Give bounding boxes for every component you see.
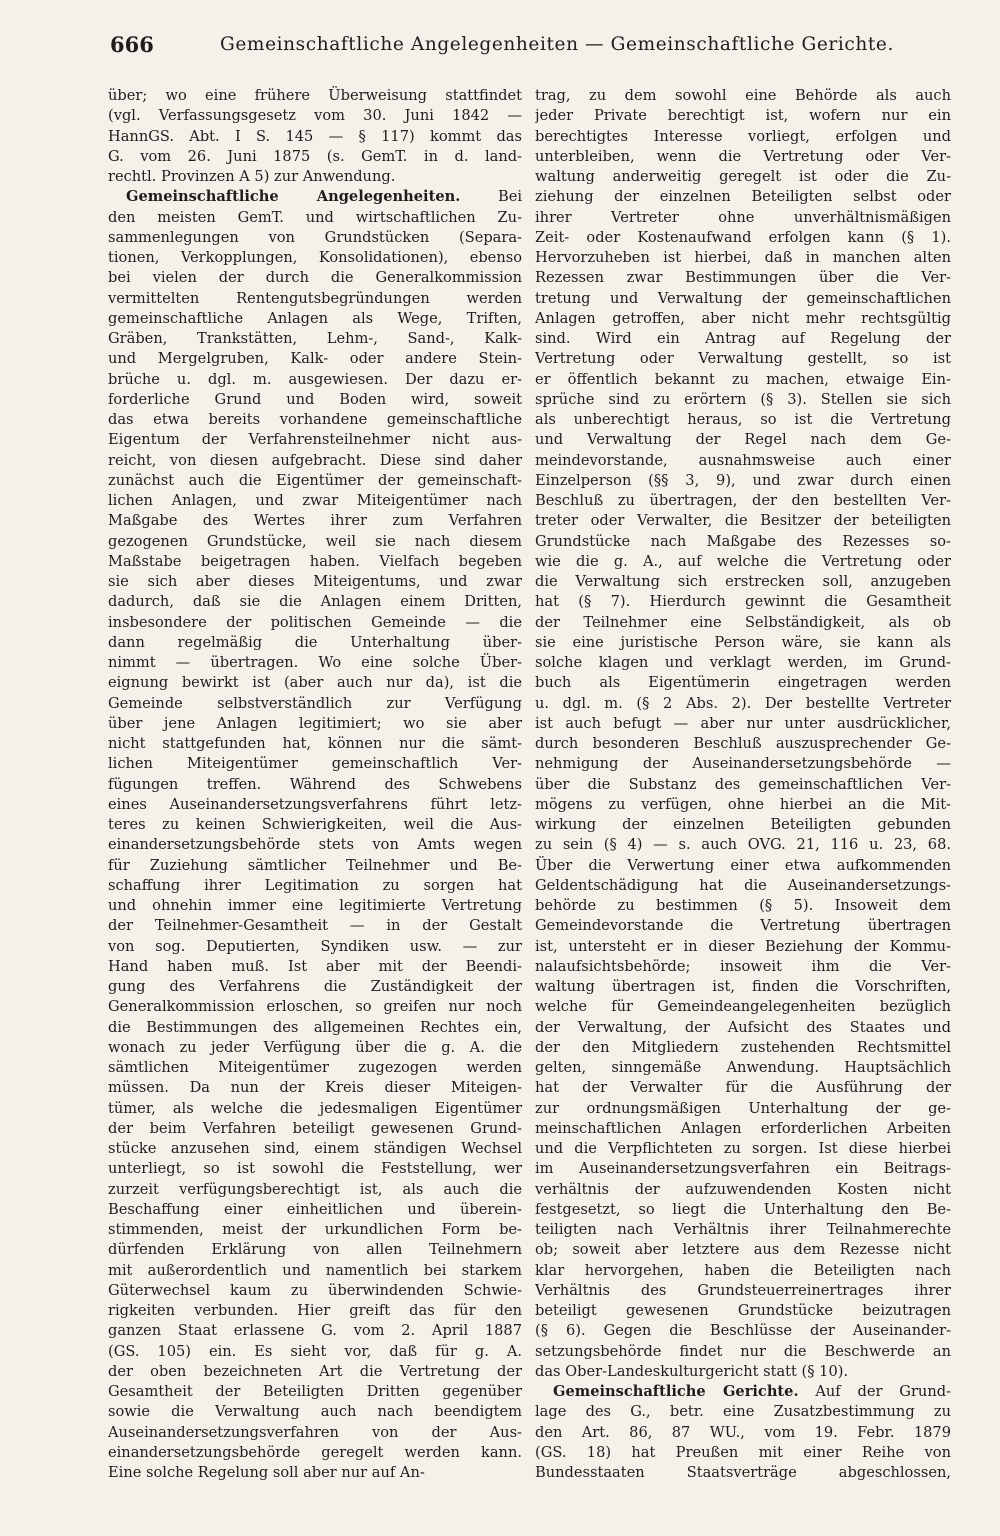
text-line: Rezessen zwar Bestimmungen über die Ver- xyxy=(535,269,951,287)
text-line: über jene Anlagen legitimiert; wo sie aber xyxy=(108,714,522,732)
text-line: tionen, Verkopplungen, Konsolidationen), ebenso xyxy=(108,249,522,266)
text-line: Maßgabe des Wertes ihrer zum Verfahren xyxy=(108,512,522,530)
text-line: sie eine juristische Person wäre, sie kann als xyxy=(535,633,951,651)
text-line: Bundesstaaten Staatsverträge abgeschlossen, xyxy=(535,1464,951,1481)
text-line: mit außerordentlich und namentlich bei starkem xyxy=(108,1261,522,1279)
text-line: im Auseinandersetzungsverfahren ein Beitrags- xyxy=(535,1160,951,1178)
text-line: G. vom 26. Juni 1875 (s. GemT. in d. land- xyxy=(108,147,522,165)
text-line: rechtl. Provinzen A 5) zur Anwendung. xyxy=(108,168,396,185)
text-line: tümer, als welche die jedesmaligen Eigentümer xyxy=(108,1099,522,1117)
text-line: (vgl. Verfassungsgesetz vom 30. Juni 1842 — xyxy=(108,107,522,125)
text-line: dann regelmäßig die Unterhaltung über- xyxy=(108,633,522,651)
text-line: für Zuziehung sämtlicher Teilnehmer und Be- xyxy=(108,856,522,874)
text-line: nicht stattgefunden hat, können nur die sämt- xyxy=(108,735,522,752)
text-line: und ohnehin immer eine legitimierte Vertretung xyxy=(108,897,522,914)
text-line: bei vielen der durch die Generalkommission xyxy=(108,269,522,287)
text-line: Verhältnis des Grundsteuerreinertrages ihrer xyxy=(535,1281,951,1299)
text-line: sprüche sind zu erörtern (§ 3). Stellen sie sich xyxy=(535,390,951,408)
section-heading-tail: Bei xyxy=(497,188,522,206)
section-heading-line xyxy=(108,187,522,207)
left-column xyxy=(108,86,522,1483)
text-line: nehmigung der Auseinandersetzungsbehörde — xyxy=(535,755,951,773)
text-line: dadurch, daß sie die Anlagen einem Dritten, xyxy=(108,593,522,611)
text-line: nimmt — übertragen. Wo eine solche Über- xyxy=(108,654,522,671)
text-line: welche für Gemeindeangelegenheiten bezüglich xyxy=(535,998,951,1016)
text-line: Güterwechsel kaum zu überwindenden Schwie- xyxy=(108,1281,522,1299)
text-line: beteiligt gewesenen Grundstücke beizutragen xyxy=(535,1302,951,1319)
text-line: den meisten GemT. und wirtschaftlichen Zu- xyxy=(108,208,522,226)
text-line: rigkeiten verbunden. Hier greift das für den xyxy=(108,1302,522,1319)
text-line: meinschaftlichen Anlagen erforderlichen Arbeiten xyxy=(535,1119,951,1137)
section-heading-line xyxy=(535,1382,951,1402)
text-line: brüche u. dgl. m. ausgewiesen. Der dazu er- xyxy=(108,370,522,388)
text-line: und Verwaltung der Regel nach dem Ge- xyxy=(535,431,951,449)
text-line: berechtigtes Interesse vorliegt, erfolgen und xyxy=(535,127,951,145)
text-line: HannGS. Abt. I S. 145 — § 117) kommt das xyxy=(108,127,522,145)
text-line: er öffentlich bekannt zu machen, etwaige Ein- xyxy=(535,370,951,388)
text-line: sämtlichen Miteigentümer zugezogen werden xyxy=(108,1059,522,1076)
text-line: als unberechtigt heraus, so ist die Vertretung xyxy=(535,411,951,428)
text-line: Gräben, Trankstätten, Lehm-, Sand-, Kalk- xyxy=(108,330,522,347)
text-line: Hand haben muß. Ist aber mit der Beendi- xyxy=(108,957,522,975)
text-line: die Verwaltung sich erstrecken soll, anzugeben xyxy=(535,573,951,590)
text-line: Gesamtheit der Beteiligten Dritten gegenüber xyxy=(108,1383,522,1400)
text-line: stimmenden, meist der urkundlichen Form be- xyxy=(108,1221,522,1238)
text-line: wie die g. A., auf welche die Vertretung oder xyxy=(535,552,951,570)
text-line: Hervorzuheben ist hierbei, daß in manchen alten xyxy=(535,249,951,266)
text-line: behörde zu bestimmen (§ 5). Insoweit dem xyxy=(535,897,951,914)
text-line: die Bestimmungen des allgemeinen Rechtes ein, xyxy=(108,1018,522,1036)
text-line: ziehung der einzelnen Beteiligten selbst oder xyxy=(535,188,951,206)
text-line: der beim Verfahren beteiligt gewesenen Grund- xyxy=(108,1119,522,1137)
text-line: über die Substanz des gemeinschaftlichen Ver- xyxy=(535,775,951,793)
text-line: lichen Miteigentümer gemeinschaftlich Ver- xyxy=(108,755,522,773)
text-line: gezogenen Grundstücke, weil sie nach diesem xyxy=(108,532,522,550)
text-line: fügungen treffen. Während des Schwebens xyxy=(108,775,522,793)
text-line: Beschaffung einer einheitlichen und überein- xyxy=(108,1200,522,1218)
text-line: Vertretung oder Verwaltung gestellt, so ist xyxy=(535,350,951,368)
text-line: Geldentschädigung hat die Auseinandersetzungs- xyxy=(535,876,951,894)
page-header xyxy=(110,32,950,62)
text-line: Über die Verwertung einer etwa aufkommenden xyxy=(535,856,951,874)
text-line: meindevorstande, ausnahmsweise auch einer xyxy=(535,451,951,469)
text-line: Anlagen getroffen, aber nicht mehr rechtsgültig xyxy=(535,309,951,327)
text-line: u. dgl. m. (§ 2 Abs. 2). Der bestellte Vertreter xyxy=(535,694,951,712)
text-line: über; wo eine frühere Überweisung stattfindet xyxy=(108,87,522,104)
text-line: durch besonderen Beschluß auszusprechender Ge- xyxy=(535,735,951,752)
text-line: der Teilnehmer eine Selbständigkeit, als ob xyxy=(535,613,951,631)
text-line: und Mergelgruben, Kalk- oder andere Stein- xyxy=(108,350,522,368)
text-line: mögens zu verfügen, ohne hierbei an die Mit- xyxy=(535,795,951,813)
text-line: zunächst auch die Eigentümer der gemeinschaft- xyxy=(108,471,522,489)
text-line: (GS. 18) hat Preußen mit einer Reihe von xyxy=(535,1443,951,1461)
text-line: von sog. Deputierten, Syndiken usw. — zur xyxy=(108,937,522,955)
text-line: ganzen Staat erlassene G. vom 2. April 1887 xyxy=(108,1322,522,1340)
text-line: gung des Verfahrens die Zuständigkeit der xyxy=(108,978,522,995)
text-line: eignung bewirkt ist (aber auch nur da), ist die xyxy=(108,674,522,692)
text-line: wonach zu jeder Verfügung über die g. A. die xyxy=(108,1038,522,1056)
text-line: der oben bezeichneten Art die Vertretung der xyxy=(108,1362,522,1380)
text-line: Zeit- oder Kostenaufwand erfolgen kann (§ 1). xyxy=(535,228,951,246)
text-line: stücke anzusehen sind, einem ständigen Wechsel xyxy=(108,1140,522,1157)
text-line: jeder Private berechtigt ist, wofern nur ein xyxy=(535,107,951,125)
text-line: sowie die Verwaltung auch nach beendigtem xyxy=(108,1403,522,1421)
text-line: nalaufsichtsbehörde; insoweit ihm die Ver- xyxy=(535,957,951,975)
text-line: sind. Wird ein Antrag auf Regelung der xyxy=(535,330,951,347)
text-line: festgesetzt, so liegt die Unterhaltung den Be- xyxy=(535,1200,951,1218)
text-line: Auseinandersetzungsverfahren von der Aus- xyxy=(108,1423,522,1441)
text-line: zurzeit verfügungsberechtigt ist, als auch die xyxy=(108,1180,522,1198)
text-line: hat der Verwalter für die Ausführung der xyxy=(535,1079,951,1097)
text-line: unterliegt, so ist sowohl die Feststellung, wer xyxy=(108,1160,522,1178)
text-line: ihrer Vertreter ohne unverhältnismäßigen xyxy=(535,208,951,226)
text-line: reicht, von diesen aufgebracht. Diese sind daher xyxy=(108,451,522,469)
section-heading-tail: Auf der Grund- xyxy=(815,1383,951,1400)
running-head: Gemeinschaftliche Angelegenheiten — Gemeinschaftliche Gerichte. xyxy=(220,34,894,55)
text-line: zu sein (§ 4) — s. auch OVG. 21, 116 u. 23, 68. xyxy=(535,836,951,854)
text-line: forderliche Grund und Boden wird, soweit xyxy=(108,390,522,408)
text-line: zur ordnungsmäßigen Unterhaltung der ge- xyxy=(535,1099,951,1117)
text-line: sammenlegungen von Grundstücken (Separa- xyxy=(108,228,522,246)
text-line: Grundstücke nach Maßgabe des Rezesses so- xyxy=(535,532,951,550)
text-line: unterbleiben, wenn die Vertretung oder Ver- xyxy=(535,147,951,165)
text-line: Generalkommission erloschen, so greifen nur noch xyxy=(108,998,522,1016)
text-line: ist auch befugt — aber nur unter ausdrücklicher, xyxy=(535,714,951,732)
text-line: ist, untersteht er in dieser Beziehung der Kommu- xyxy=(535,937,951,955)
text-line: ob; soweit aber letztere aus dem Rezesse nicht xyxy=(535,1241,951,1259)
text-line: und die Verpflichteten zu sorgen. Ist diese hierbei xyxy=(535,1140,951,1157)
text-line: einandersetzungsbehörde stets von Amts wegen xyxy=(108,836,522,854)
text-line: der den Mitgliedern zustehenden Rechtsmittel xyxy=(535,1038,951,1056)
text-line: schaffung ihrer Legitimation zu sorgen hat xyxy=(108,876,522,894)
text-line: Gemeinde selbstverständlich zur Verfügung xyxy=(108,694,522,712)
text-line: das Ober-Landeskulturgericht statt (§ 10). xyxy=(535,1362,849,1380)
text-line: setzungsbehörde findet nur die Beschwerde an xyxy=(535,1342,951,1360)
text-line: hat (§ 7). Hierdurch gewinnt die Gesamtheit xyxy=(535,593,951,611)
text-line: das etwa bereits vorhandene gemeinschaftliche xyxy=(108,411,522,428)
text-line: einandersetzungsbehörde geregelt werden kann. xyxy=(108,1443,522,1461)
text-line: müssen. Da nun der Kreis dieser Miteigen- xyxy=(108,1079,522,1097)
text-line: waltung übertragen ist, finden die Vorschriften, xyxy=(535,978,951,995)
text-line: Eine solche Regelung soll aber nur auf An- xyxy=(108,1464,425,1481)
text-line: der Teilnehmer-Gesamtheit — in der Gestalt xyxy=(108,917,522,935)
text-line: Maßstabe beigetragen haben. Vielfach begeben xyxy=(108,552,522,570)
text-line: vermittelten Rentengutsbegründungen werden xyxy=(108,289,522,307)
text-line: waltung anderweitig geregelt ist oder die Zu- xyxy=(535,168,951,185)
text-line: der Verwaltung, der Aufsicht des Staates und xyxy=(535,1018,951,1036)
text-line: solche klagen und verklagt werden, im Grund- xyxy=(535,654,951,671)
text-line: buch als Eigentümerin eingetragen werden xyxy=(535,674,951,692)
text-line: gelten, sinngemäße Anwendung. Hauptsächlich xyxy=(535,1059,951,1076)
text-line: dürfenden Erklärung von allen Teilnehmern xyxy=(108,1241,522,1259)
text-line: Beschluß zu übertragen, der den bestellten Ver- xyxy=(535,492,951,509)
text-line: Eigentum der Verfahrensteilnehmer nicht aus- xyxy=(108,431,522,449)
section-heading: Gemeinschaftliche Gerichte. xyxy=(553,1383,799,1400)
text-line: lage des G., betr. eine Zusatzbestimmung zu xyxy=(535,1403,951,1421)
right-column xyxy=(535,86,951,1483)
text-line: tretung und Verwaltung der gemeinschaftlichen xyxy=(535,289,951,307)
text-line: wirkung der einzelnen Beteiligten gebunden xyxy=(535,816,951,833)
text-line: (§ 6). Gegen die Beschlüsse der Auseinander- xyxy=(535,1322,951,1340)
text-line: gemeinschaftliche Anlagen als Wege, Triften, xyxy=(108,309,522,327)
text-line: insbesondere der politischen Gemeinde — die xyxy=(108,613,522,631)
text-line: eines Auseinandersetzungsverfahrens führt letz- xyxy=(108,795,522,813)
text-line: Einzelperson (§§ 3, 9), und zwar durch einen xyxy=(535,471,951,489)
page-number: 666 xyxy=(110,32,154,57)
text-line: verhältnis der aufzuwendenden Kosten nicht xyxy=(535,1180,951,1198)
text-line: klar hervorgehen, haben die Beteiligten nach xyxy=(535,1261,951,1279)
text-line: (GS. 105) ein. Es sieht vor, daß für g. A. xyxy=(108,1342,522,1360)
text-line: lichen Anlagen, und zwar Miteigentümer nach xyxy=(108,492,522,509)
text-line: trag, zu dem sowohl eine Behörde als auch xyxy=(535,87,951,104)
text-line: Gemeindevorstande die Vertretung übertragen xyxy=(535,917,951,935)
text-line: teiligten nach Verhältnis ihrer Teilnahmerechte xyxy=(535,1221,951,1238)
text-line: sie sich aber dieses Miteigentums, und zwar xyxy=(108,573,522,590)
text-line: teres zu keinen Schwierigkeiten, weil die Aus- xyxy=(108,816,522,833)
text-line: den Art. 86, 87 WU., vom 19. Febr. 1879 xyxy=(535,1423,951,1441)
section-heading: Gemeinschaftliche Angelegenheiten. xyxy=(126,188,461,206)
text-line: treter oder Verwalter, die Besitzer der beteiligten xyxy=(535,512,951,530)
